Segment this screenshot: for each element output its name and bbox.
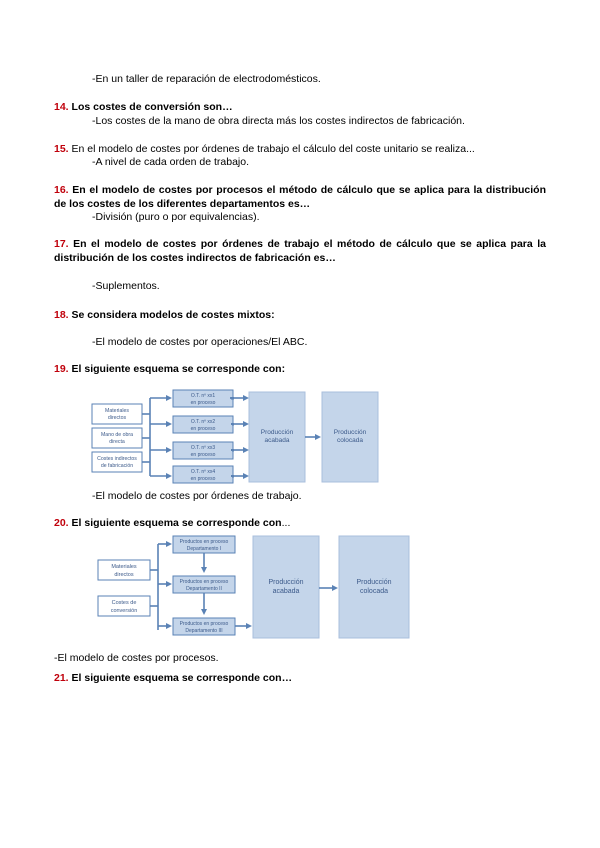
- order-label: en proceso: [190, 452, 216, 458]
- answer-18: -El modelo de costes por operaciones/El ABC.: [92, 336, 308, 348]
- input-label: de fabricación: [100, 463, 134, 469]
- question-16: [54, 183, 546, 211]
- question-number: 21.: [54, 672, 69, 684]
- placed-production-label: colocada: [359, 588, 389, 595]
- department-label: Productos en proceso: [179, 539, 229, 545]
- question-number: 18.: [54, 309, 69, 321]
- input-label: Materiales: [105, 408, 129, 414]
- order-label: O.T. nº xx2: [190, 419, 216, 425]
- question-19: [54, 362, 546, 376]
- order-label: O.T. nº xx1: [190, 393, 216, 399]
- question-number: 15.: [54, 143, 69, 155]
- question-number: 17.: [54, 238, 69, 250]
- answer-20: -El modelo de costes por procesos.: [54, 652, 219, 664]
- answer-17: -Suplementos.: [92, 280, 160, 292]
- finished-production-label: Producción: [268, 579, 304, 586]
- input-label: conversión: [110, 608, 138, 614]
- order-label: en proceso: [190, 426, 216, 432]
- question-text: En el modelo de costes por procesos el método de cálculo que se aplica para la distribución de los costes de los diferentes departamentos es…: [54, 184, 547, 210]
- answer-19: -El modelo de costes por órdenes de trabajo.: [92, 490, 302, 502]
- department-label: Productos en proceso: [179, 621, 229, 627]
- answer-16: -División (puro o por equivalencias).: [92, 211, 260, 223]
- department-label: Productos en proceso: [179, 579, 229, 585]
- question-ellipsis: ...: [281, 517, 291, 529]
- question-text: El siguiente esquema se corresponde con: [71, 517, 282, 529]
- input-label: Materiales: [111, 564, 137, 570]
- question-text: Se considera modelos de costes mixtos:: [71, 309, 275, 321]
- order-label: O.T. nº xx3: [190, 445, 216, 451]
- input-label: directos: [114, 572, 134, 578]
- question-text: En el modelo de costes por órdenes de trabajo el método de cálculo que se aplica para la distribución de los costes indirectos de fabricación es…: [54, 238, 546, 264]
- question-text: En el modelo de costes por órdenes de trabajo el cálculo del coste unitario se realiza...: [71, 143, 475, 155]
- finished-production-box: [253, 536, 319, 638]
- finished-production-label: Producción: [260, 429, 294, 436]
- department-label: Departamento I: [186, 546, 222, 552]
- question-number: 14.: [54, 101, 69, 113]
- question-18: [54, 308, 546, 322]
- input-label: directa: [109, 439, 125, 445]
- order-label: en proceso: [190, 476, 216, 482]
- diagram-processes: [94, 534, 414, 640]
- input-label: Costes indirectos: [97, 456, 137, 462]
- order-label: en proceso: [190, 400, 216, 406]
- placed-production-label: Producción: [333, 429, 367, 436]
- question-21: [54, 671, 546, 685]
- order-label: O.T. nº xx4: [190, 469, 216, 475]
- placed-production-label: colocada: [336, 437, 364, 444]
- question-17: [54, 237, 546, 265]
- input-label: directos: [107, 415, 127, 421]
- placed-production-label: Producción: [356, 579, 392, 586]
- question-number: 19.: [54, 363, 69, 375]
- question-number: 16.: [54, 184, 69, 196]
- question-15: [54, 142, 546, 156]
- question-text: El siguiente esquema se corresponde con…: [71, 672, 293, 684]
- finished-production-label: acabada: [272, 588, 300, 595]
- department-label: Departamento III: [185, 628, 223, 634]
- question-number: 20.: [54, 517, 69, 529]
- question-text: Los costes de conversión son…: [71, 101, 233, 113]
- input-label: Costes de: [111, 600, 137, 606]
- answer-15: -A nivel de cada orden de trabajo.: [92, 156, 250, 168]
- finished-production-label: acabada: [264, 437, 290, 444]
- intro-answer: -En un taller de reparación de electrodomésticos.: [92, 73, 321, 85]
- input-label: Mano de obra: [100, 432, 134, 438]
- question-14: [54, 100, 546, 114]
- answer-14: -Los costes de la mano de obra directa más los costes indirectos de fabricación.: [92, 115, 465, 127]
- placed-production-box: [339, 536, 409, 638]
- question-20: [54, 516, 546, 530]
- department-label: Departamento II: [186, 586, 222, 592]
- diagram-1-output-stage: [233, 382, 393, 484]
- question-text: El siguiente esquema se corresponde con:: [71, 363, 286, 375]
